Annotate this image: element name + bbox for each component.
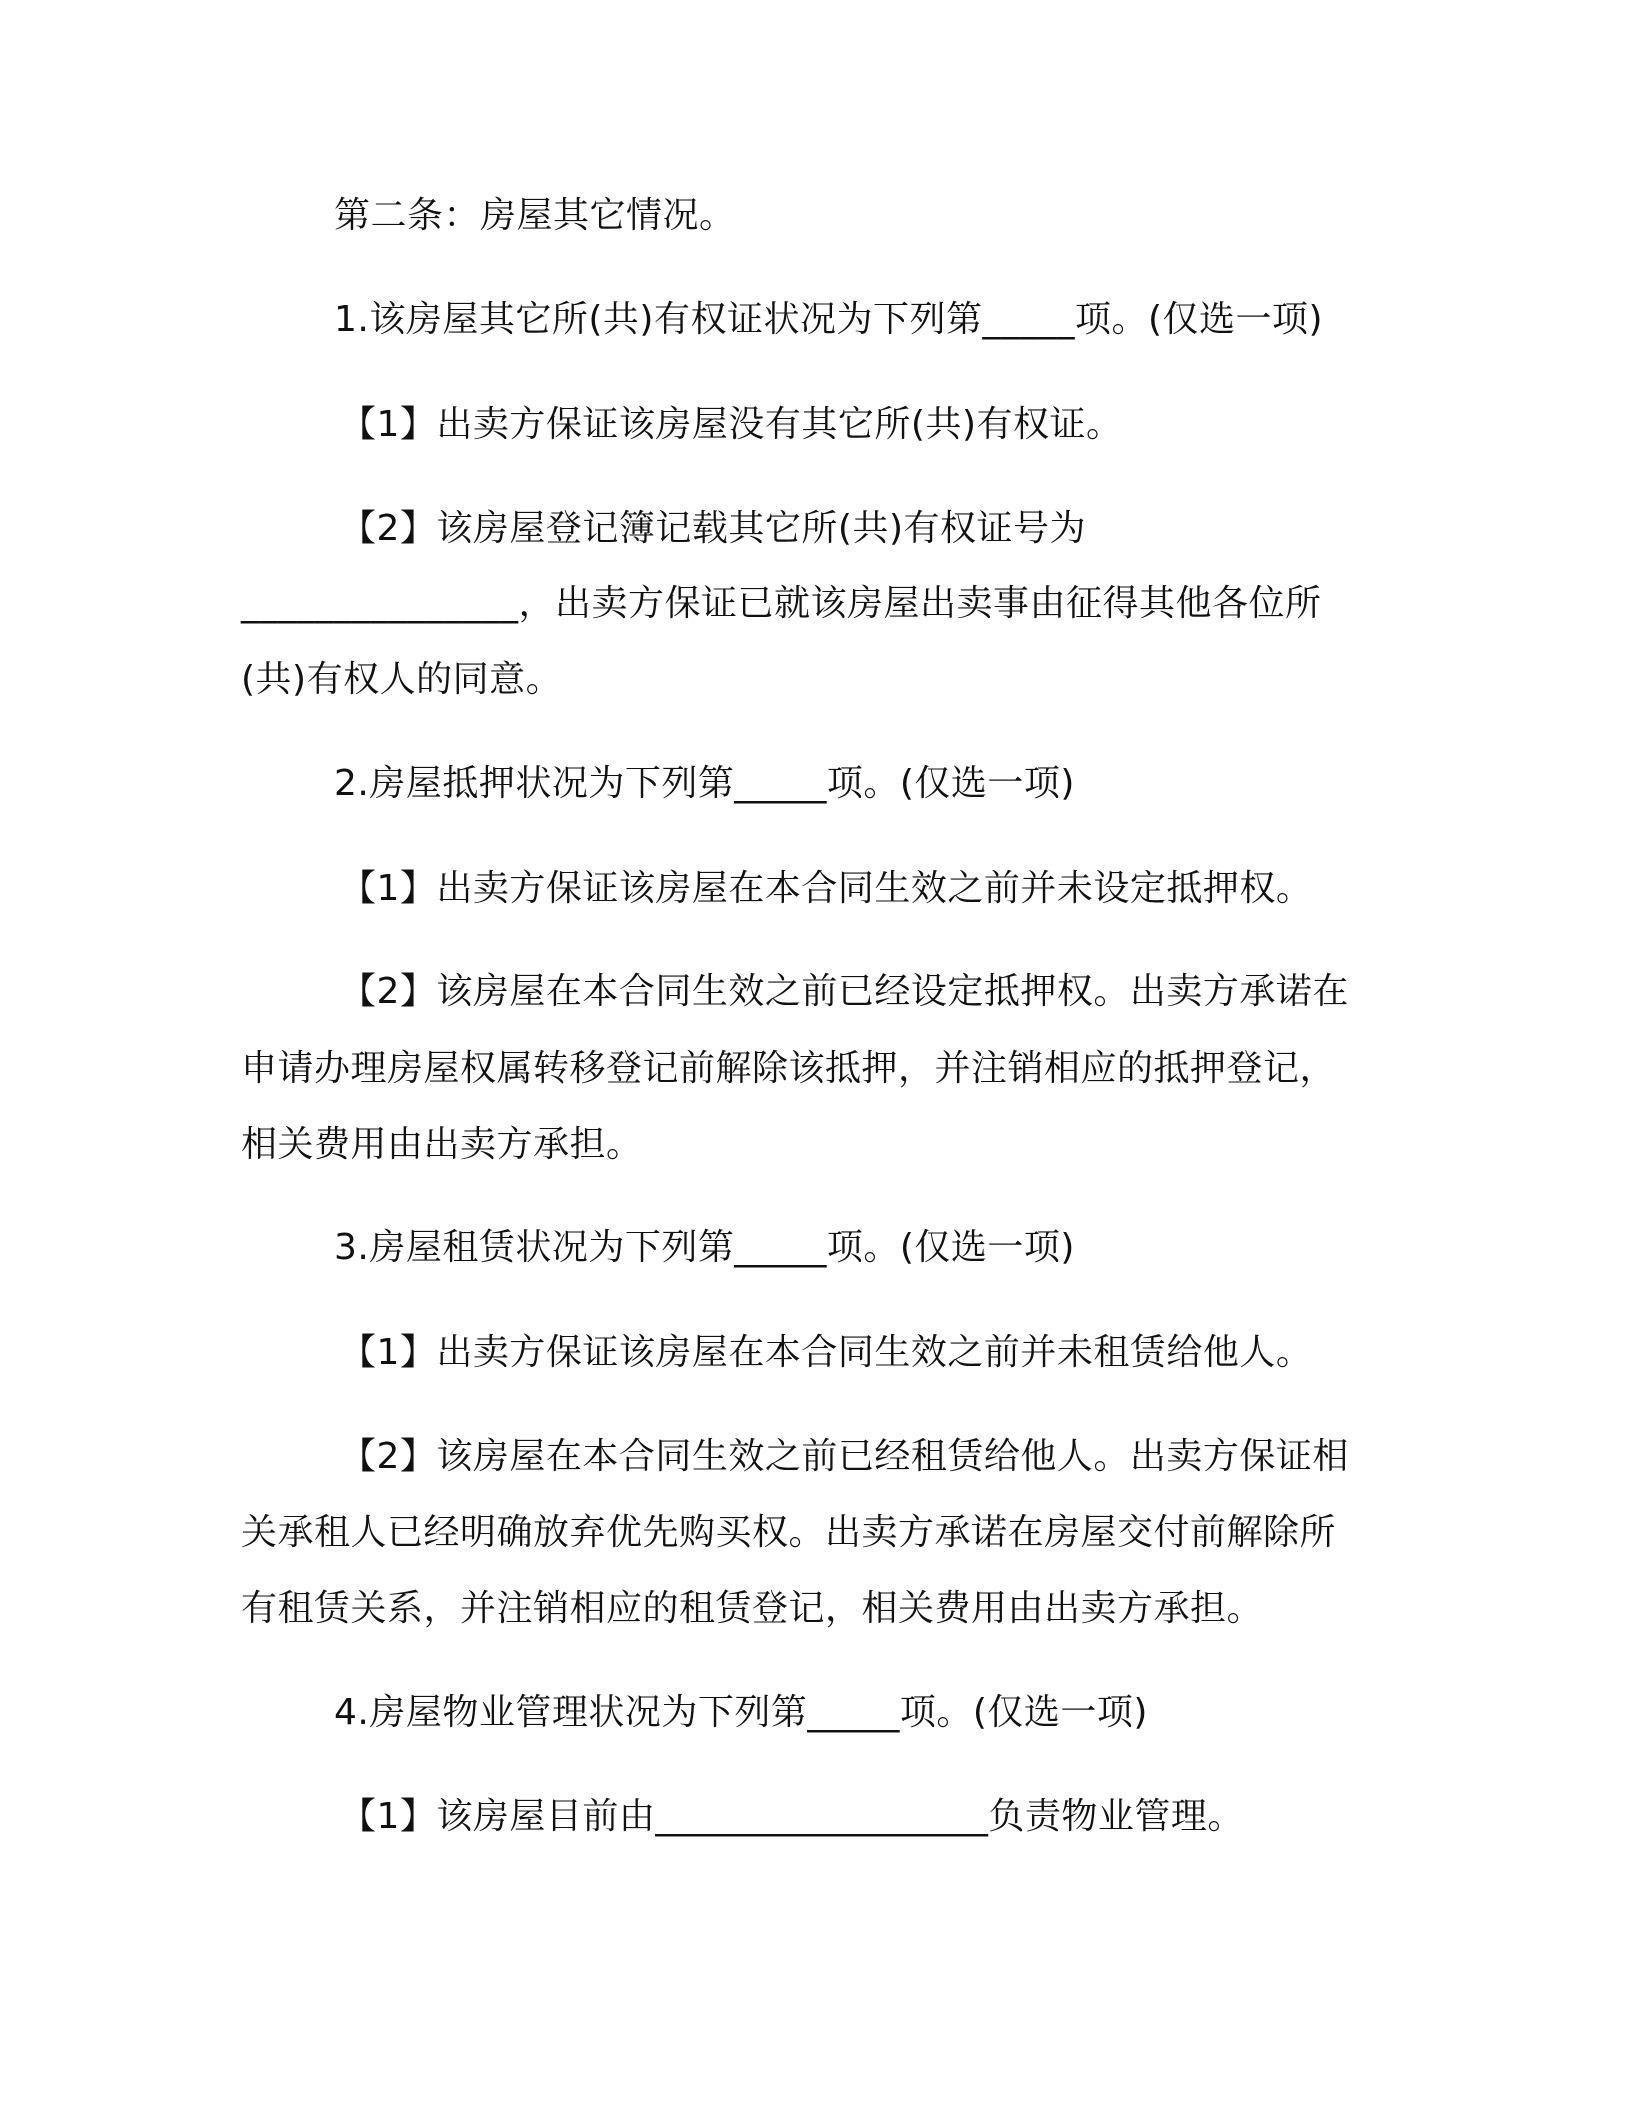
section-1-option-2-cont: (共)有权人的同意。: [241, 659, 563, 700]
article-heading: 第二条：房屋其它情况。: [334, 195, 736, 236]
section-3-option-1: 【1】出卖方保证该房屋在本合同生效之前并未租赁给他人。: [340, 1332, 1313, 1373]
section-3-option-2: 【2】该房屋在本合同生效之前已经租赁给他人。出卖方保证相: [340, 1436, 1349, 1477]
section-4-title: 4.房屋物业管理状况为下列第_____项。(仅选一项): [334, 1692, 1148, 1733]
section-1-option-2-cont: _______________，出卖方保证已就该房屋出卖事由征得其他各位所: [241, 583, 1322, 624]
section-2-option-2-cont: 相关费用由出卖方承担。: [241, 1124, 643, 1165]
section-3-title: 3.房屋租赁状况为下列第_____项。(仅选一项): [334, 1227, 1075, 1268]
section-3-option-2-cont: 关承租人已经明确放弃优先购买权。出卖方承诺在房屋交付前解除所: [241, 1512, 1337, 1553]
section-2-option-1: 【1】出卖方保证该房屋在本合同生效之前并未设定抵押权。: [340, 868, 1313, 909]
section-3-option-2-cont: 有租赁关系，并注销相应的租赁登记，相关费用由出卖方承担。: [241, 1588, 1264, 1629]
section-1-option-2: 【2】该房屋登记簿记载其它所(共)有权证号为: [340, 508, 1086, 549]
section-2-title: 2.房屋抵押状况为下列第_____项。(仅选一项): [334, 763, 1075, 804]
section-1-title: 1.该房屋其它所(共)有权证状况为下列第_____项。(仅选一项): [334, 299, 1324, 340]
section-2-option-2: 【2】该房屋在本合同生效之前已经设定抵押权。出卖方承诺在: [340, 971, 1349, 1012]
section-2-option-2-cont: 申请办理房屋权属转移登记前解除该抵押，并注销相应的抵押登记，: [241, 1048, 1337, 1089]
section-1-option-1: 【1】出卖方保证该房屋没有其它所(共)有权证。: [340, 404, 1123, 445]
section-4-option-1: 【1】该房屋目前由__________________负责物业管理。: [340, 1796, 1244, 1837]
